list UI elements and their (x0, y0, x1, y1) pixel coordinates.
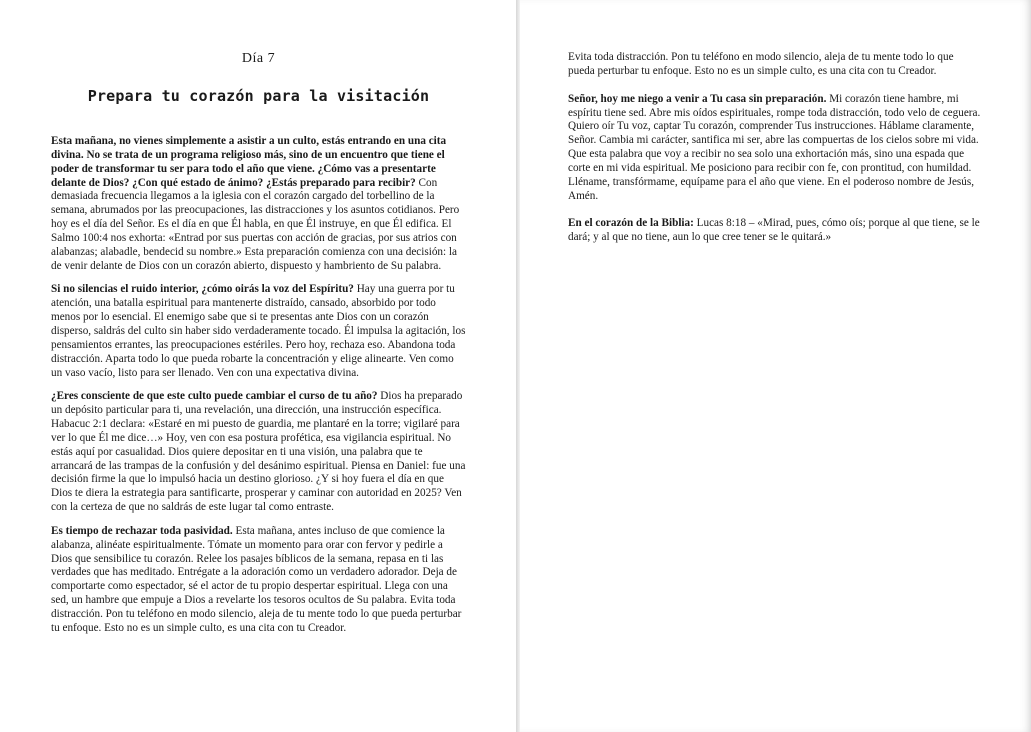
paragraph-body: Esta mañana, antes incluso de que comience la alabanza, alinéate espiritualmente. Tómate un momento para orar con fervor y pedirle a Dios que sensibilice tu corazón. Relee los pasajes bíblicos de la semana, repasa en ti las verdades que has meditado. Entrégate a la adoración como un verdadero adorador. Deja de comportarte como espectador, sé el actor de tu propio despertar espiritual. Llega con una sed, un hambre que empuje a Dios a revelarte los tesoros ocultos de Su palabra. Evita toda distracción. Pon tu teléfono en modo silencio, aleja de tu mente todo lo que pueda perturbar tu enfoque. Esto no es un simple culto, es una cita con tu Creador. (51, 524, 462, 634)
prayer-paragraph (568, 93, 983, 204)
bible-verse-paragraph (568, 217, 983, 245)
paragraph-4 (51, 525, 466, 636)
paragraph-body: Evita toda distracción. Pon tu teléfono en modo silencio, aleja de tu mente todo lo que pueda perturbar tu enfoque. Esto no es un simple culto, es una cita con tu Creador. (568, 51, 954, 77)
paragraph-body: Hay una guerra por tu atención, una batalla espiritual para mantenerte distraído, cansado, absorbido por todo menos por lo esencial. El enemigo sabe que si te presentas ante Dios con un corazón disperso, saldrás del culto sin haber sido verdaderamente tocado. Él impulsa la agitación, los pensamientos errantes, las preocupaciones estériles. Pero hoy, rechaza eso. Abandona toda distracción. Aparta todo lo que pueda robarte la concentración y elige alinearte. Ven como un vaso vacío, listo para ser llenado. Ven con una expectativa divina. (51, 283, 466, 379)
paragraph-lead: En el corazón de la Biblia: (568, 217, 694, 230)
paragraph-body: Con demasiada frecuencia llegamos a la iglesia con el corazón cargado del torbellino de la semana, abrumados por las preocupaciones, las distracciones y los asuntos cotidianos. Pero hoy es el día del Señor. Es el día en que Él habla, en que Él instruye, en que Él edifica. El Salmo 100:4 nos exhorta: «Entrad por sus puertas con acción de gracias, por sus atrios con alabanzas; alabadle, bendecid su nombre.» Esta preparación comienza con una decisión: la de venir delante de Dios con un corazón abierto, dispuesto y hambriento de Su palabra. (51, 176, 460, 272)
paragraph-lead: Es tiempo de rechazar toda pasividad. (51, 524, 233, 537)
paragraph-body: Dios ha preparado un depósito particular para ti, una revelación, una dirección, una instrucción específica. Habacuc 2:1 declara: «Estaré en mi puesto de guardia, me plantaré en la torre; vigilaré para ver lo que Él me dice…» Hoy, ven con esa postura profética, esa vigilancia espiritual. No estás aquí por casualidad. Dios quiere depositar en ti una visión, una palabra que te arrancará de las trampas de la confusión y del desánimo espiritual. Piensa en Daniel: fue una decisión firme la que lo impulsó hacia un destino glorioso. ¿Y si hoy fuera el día en que Dios te diera la estrategia para santificarte, prosperar y caminar con autoridad en 2025? Ven con la certeza de que no saldrás de este lugar tal como entraste. (51, 390, 466, 514)
paragraph-body: Lucas 8:18 – «Mirad, pues, cómo oís; porque al que tiene, se le dará; y al que no tiene, aun lo que cree tener se le quitará.» (568, 217, 980, 244)
paragraph-2 (51, 283, 466, 380)
paragraph-lead: Si no silencias el ruido interior, ¿cómo oirás la voz del Espíritu? (51, 283, 354, 296)
paragraph-lead: Esta mañana, no vienes simplemente a asistir a un culto, estás entrando en una cita divina. No se trata de un programa religioso más, sino de un encuentro que tiene el poder de transformar tu ser para todo el año que viene. ¿Cómo vas a presentarte delante de Dios? ¿Con qué estado de ánimo? ¿Estás preparado para recibir? (51, 135, 447, 189)
day-label: Día 7 (241, 51, 276, 66)
paragraph-body: Mi corazón tiene hambre, mi espíritu tiene sed. Abre mis oídos espirituales, rompe toda distracción, todo velo de ceguera. Quiero oír Tu voz, captar Tu corazón, comprender Tus instrucciones. Háblame claramente, Señor. Cambia mi carácter, santifica mi ser, abre las compuertas de los cielos sobre mi vida. Que esta palabra que voy a recibir no sea solo una exhortación más, sino una espada que corte en mi vida espiritual. Me posiciono para recibir con fe, con prontitud, con humildad. Lléname, transfórmame, equípame para el año que viene. En el poderoso nombre de Jesús, Amén. (568, 92, 981, 202)
right-page (520, 0, 1031, 732)
page-title: Prepara tu corazón para la visitación (87, 87, 430, 105)
paragraph-lead: Señor, hoy me niego a venir a Tu casa sin preparación. (568, 92, 827, 105)
paragraph-1 (51, 135, 466, 273)
paragraph-5 (568, 51, 983, 79)
paragraph-lead: ¿Eres consciente de que este culto puede cambiar el curso de tu año? (51, 390, 378, 403)
paragraph-3 (51, 390, 466, 515)
